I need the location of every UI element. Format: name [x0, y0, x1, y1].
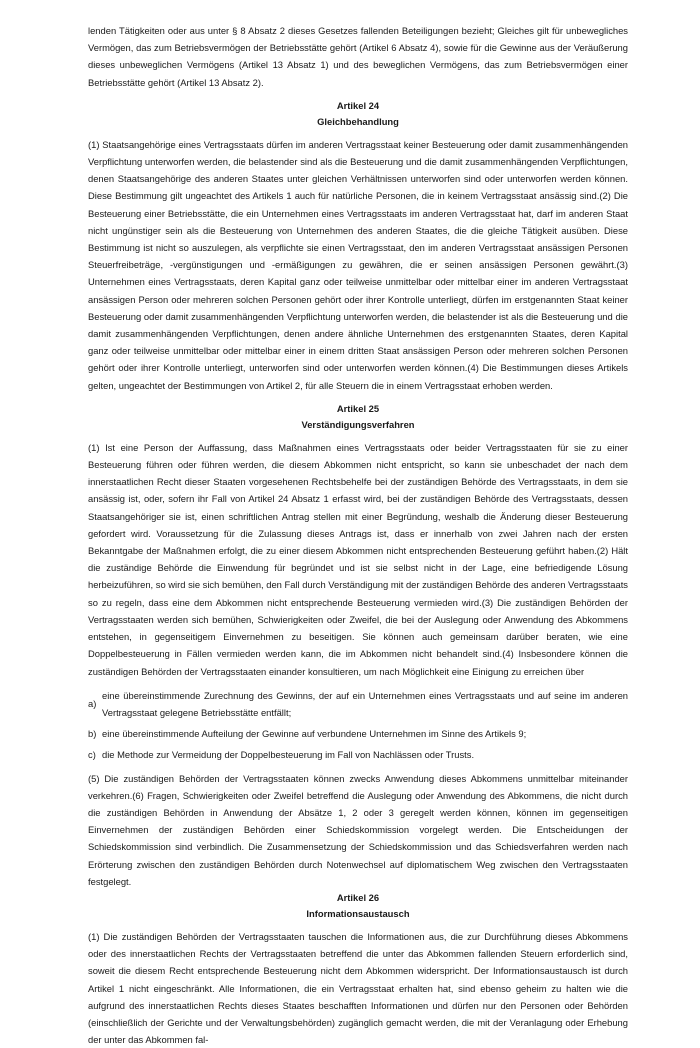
article-25-heading — [88, 401, 628, 433]
article-title: Verständigungsverfahren — [301, 418, 415, 430]
list-marker: a) — [88, 698, 97, 710]
article-number: Artikel 25 — [336, 402, 380, 414]
list-item — [88, 687, 628, 721]
list-marker: b) — [88, 728, 97, 740]
list-marker: c) — [88, 749, 96, 761]
list-item — [88, 725, 628, 742]
list-item-text: die Methode zur Vermeidung der Doppelbesteuerung im Fall von Nachlässen oder Trusts. — [102, 749, 475, 761]
article-number: Artikel 26 — [336, 891, 380, 903]
article-title: Informationsaustausch — [306, 907, 410, 919]
article-25-paragraph: (1) Ist eine Person der Auffassung, dass Maßnahmen eines Vertragsstaats oder beider Vertragsstaaten für sie zu einer Besteuerung führen oder führen werden, die diesem Abkommen nicht entspricht, so kann sie unbeschadet der nach dem innerstaatlichen Recht dieser Staaten vorgesehenen Rechtsbehelfe bei der zuständigen Behörde des Vertragsstaats, in dem sie ansässig ist, oder, sofern ihr Fall von Artikel 24 Absatz 1 erfasst wird, bei der zuständigen Behörde des Vertragsstaats, dessen Staatsangehöriger sie ist, einen schriftlichen Antrag stellen mit einer Begründung, weshalb die Änderung dieser Besteuerung gefordert wird. Voraussetzung für die Zulassung dieses Antrags ist, dass er innerhalb von zwei Jahren nach der ersten Bekanntgabe der Maßnahmen erfolgt, die zu einer diesem Abkommen nicht entsprechenden Besteuerung geführt haben.(2) Hält die zuständige Behörde die Einwendung für begründet und ist sie selbst nicht in der Lage, eine befriedigende Lösung herbeizuführen, so wird sie sich bemühen, den Fall durch Verständigung mit der zuständigen Behörde des anderen Vertragsstaats so zu regeln, dass eine dem Abkommen nicht entsprechende Besteuerung vermieden wird.(3) Die zuständigen Behörden der Vertragsstaaten werden sich bemühen, Schwierigkeiten oder Zweifel, die bei der Auslegung oder Anwendung des Abkommens entstehen, in gegenseitigem Einvernehmen zu beseitigen. Sie können auch gemeinsam darüber beraten, wie eine Doppelbesteuerung in Fällen vermieden werden kann, die im Abkommen nicht behandelt sind.(4) Insbesondere können die zuständigen Behörden der Vertragsstaaten einander konsultieren, um nach Möglichkeit eine Einigung zu erreichen über — [88, 441, 628, 677]
article-26-paragraph: (1) Die zuständigen Behörden der Vertragsstaaten tauschen die Informationen aus, die zur Durchführung dieses Abkommens oder des innerstaatlichen Rechts der Vertragsstaaten betreffend die unter das Abkommen fallenden Steuern erforderlich sind, soweit die diesem Recht entsprechende Besteuerung nicht dem Abkommen widerspricht. Der Informationsaustausch ist durch Artikel 1 nicht eingeschränkt. Alle Informationen, die ein Vertragsstaat erhalten hat, sind ebenso geheim zu halten wie die aufgrund des innerstaatlichen Rechts dieses Staates beschafften Informationen und dürfen nur den Personen oder Behörden (einschließlich der Gerichte und der Verwaltungsbehörden) zugänglich gemacht werden, die mit der Veranlagung oder Erhebung der unter das Abkommen fal- — [88, 930, 628, 1046]
list-item-text: eine übereinstimmende Aufteilung der Gewinne auf verbundene Unternehmen im Sinne des Artikels 9; — [102, 728, 527, 740]
intro-paragraph: lenden Tätigkeiten oder aus unter § 8 Absatz 2 dieses Gesetzes fallenden Beteiligungen bezieht; Gleiches gilt für unbewegliches Vermögen, das zum Betriebsvermögen der Betriebsstätte gehört (Artikel 6 Absatz 4), sowie für die Gewinne aus der Veräußerung dieses unbeweglichen Vermögens (Artikel 13 Absatz 1) und des beweglichen Vermögens, das zum Betriebsvermögen einer Betriebsstätte gehört (Artikel 13 Absatz 2). — [88, 25, 628, 88]
article-title: Gleichbehandlung — [317, 115, 399, 127]
list-item — [88, 746, 628, 763]
article-25-list — [88, 687, 628, 764]
article-24-paragraph: (1) Staatsangehörige eines Vertragsstaats dürfen im anderen Vertragsstaat keiner Besteuerung oder damit zusammenhängenden Verpflichtung unterworfen werden, die belastender sind als die Besteuerung und die damit zusammenhängenden Verpflichtungen, denen Staatsangehörige des anderen Staates unter gleichen Verhältnissen unterworfen sind oder unterworfen werden können. Diese Bestimmung gilt ungeachtet des Artikels 1 auch für natürliche Personen, die in keinem Vertragsstaat ansässig sind.(2) Die Besteuerung einer Betriebsstätte, die ein Unternehmen eines Vertragsstaats im anderen Vertragsstaat hat, darf im anderen Staat nicht ungünstiger sein als die Besteuerung von Unternehmen des anderen Staates, die die gleiche Tätigkeit ausüben. Diese Bestimmung ist nicht so auszulegen, als verpflichte sie einen Vertragsstaat, den im anderen Vertragsstaat ansässigen Personen Steuerfreibeträge, -vergünstigungen und -ermäßigungen zu gewähren, die er seinen ansässigen Personen gewährt.(3) Unternehmen eines Vertragsstaats, deren Kapital ganz oder teilweise unmittelbar oder mittelbar einer im anderen Vertragsstaat ansässigen Person oder mehreren solchen Personen gehört oder ihrer Kontrolle unterliegt, dürfen im erstgenannten Staat keiner Besteuerung oder damit zusammenhängenden Verpflichtung unterworfen werden, die belastender ist als die Besteuerung und die damit zusammenhängenden Verpflichtungen, denen andere ähnliche Unternehmen des erstgenannten Staates, deren Kapital ganz oder teilweise unmittelbar oder mittelbar einer in einem dritten Staat ansässigen Person oder mehreren solchen Personen gehört oder ihrer Kontrolle unterliegt, unterworfen sind oder unterworfen werden können.(4) Die Bestimmungen dieses Artikels gelten, ungeachtet der Bestimmungen von Artikel 2, für alle Steuern die in einem Vertragsstaat erhoben werden. — [88, 138, 628, 391]
article-25-paragraph-2: (5) Die zuständigen Behörden der Vertragsstaaten können zwecks Anwendung dieses Abkommens unmittelbar miteinander verkehren.(6) Fragen, Schwierigkeiten oder Zweifel betreffend die Auslegung oder Anwendung des Abkommens, die nicht durch die zuständigen Behörden in Anwendung der Absätze 1, 2 oder 3 geregelt werden können, können im gegenseitigen Einvernehmen der zuständigen Behörden einer Schiedskommission vorgelegt werden. Die Entscheidungen der Schiedskommission sind verbindlich. Die Zusammensetzung der Schiedskommission und das Schiedsverfahren werden nach Erörterung zwischen den zuständigen Behörden durch Notenwechsel auf diplomatischem Weg zwischen den Vertragsstaaten festgelegt. — [88, 772, 628, 887]
list-item-text: eine übereinstimmende Zurechnung des Gewinns, der auf ein Unternehmen eines Vertragsstaats und auf seine im anderen Vertragsstaat gelegene Betriebsstätte entfällt; — [102, 689, 628, 718]
article-24-heading — [88, 98, 628, 130]
article-26-heading — [88, 890, 628, 922]
article-number: Artikel 24 — [336, 99, 380, 111]
